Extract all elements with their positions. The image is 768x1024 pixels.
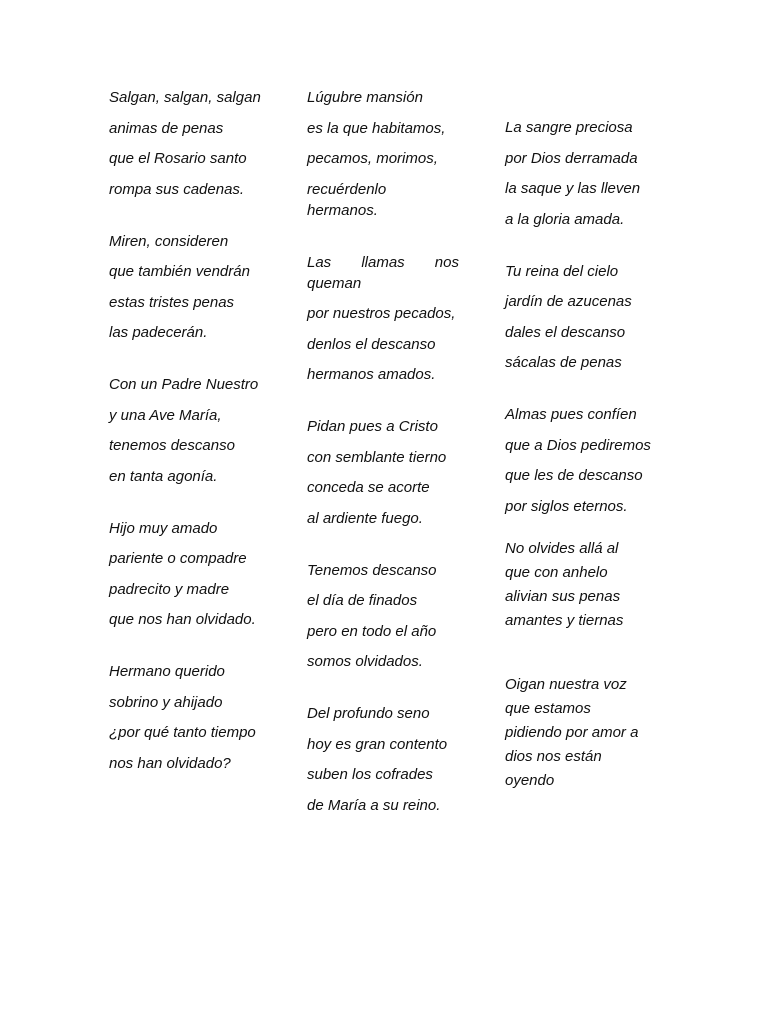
verse-line: que estamos xyxy=(505,699,591,717)
stanza xyxy=(505,117,657,230)
verse-line: animas de penas xyxy=(109,119,224,137)
stanza xyxy=(505,404,657,517)
verse-line: Tu reina del cielo xyxy=(505,262,619,280)
verse-line: nos han olvidado? xyxy=(109,754,231,772)
verse-line: Oigan nuestra voz xyxy=(505,675,627,693)
verse-line: por siglos eternos. xyxy=(505,497,628,515)
verse-line: la saque y las lleven xyxy=(505,180,641,197)
verse-line: Las llamas nos queman xyxy=(307,253,459,292)
verse-line: Tenemos descanso xyxy=(307,561,437,579)
verse-line: en tanta agonía. xyxy=(109,467,218,485)
verse-line: Del profundo seno xyxy=(307,705,430,722)
verse-line: Con un Padre Nuestro xyxy=(109,376,259,393)
verse-line: que el Rosario santo xyxy=(109,150,247,167)
verse-line: La sangre preciosa xyxy=(505,119,633,136)
verse-line: Hijo muy amado xyxy=(109,519,218,537)
verse-line: hoy es gran contento xyxy=(307,735,448,753)
verse-line: ¿por qué tanto tiempo xyxy=(109,724,256,741)
stanza xyxy=(307,252,459,386)
verse-line: oyendo xyxy=(505,771,555,789)
verse-line: dales el descanso xyxy=(505,323,626,341)
verse-line: sobrino y ahijado xyxy=(109,693,223,711)
verse-line: padrecito y madre xyxy=(109,580,230,598)
stanza xyxy=(505,673,657,793)
verse-line: que les de descanso xyxy=(505,467,643,484)
verse-line: con semblante tierno xyxy=(307,448,447,466)
verse-line: por Dios derramada xyxy=(505,149,638,167)
verse-line: pero en todo el año xyxy=(307,622,437,640)
stanza xyxy=(307,560,459,673)
stanza xyxy=(307,703,459,816)
verse-line: es la que habitamos, xyxy=(307,119,446,137)
poem-column-2 xyxy=(307,87,459,825)
stanza xyxy=(109,374,261,487)
verse-line: de María a su reino. xyxy=(307,796,441,814)
stanza xyxy=(307,416,459,529)
verse-line: a la gloria amada. xyxy=(505,210,625,228)
verse-line: que con anhelo xyxy=(505,563,608,581)
verse-line: las padecerán. xyxy=(109,324,208,341)
verse-line: por nuestros pecados, xyxy=(307,305,456,322)
verse-line: que nos han olvidado. xyxy=(109,611,256,628)
verse-line: Hermano querido xyxy=(109,663,225,680)
verse-line: Miren, consideren xyxy=(109,232,229,250)
verse-line: No olvides allá al xyxy=(505,539,619,557)
poem-column-3 xyxy=(505,117,657,793)
verse-line: somos olvidados. xyxy=(307,653,423,670)
verse-line: Lúgubre mansión xyxy=(307,89,423,106)
verse-line: sácalas de penas xyxy=(505,354,622,371)
verse-line: Almas pues confíen xyxy=(505,406,637,423)
verse-line: que a Dios pediremos xyxy=(505,436,651,454)
verse-line: Salgan, salgan, salgan xyxy=(109,89,261,106)
verse-line: denlos el descanso xyxy=(307,335,436,353)
stanza xyxy=(505,261,657,374)
verse-line: que también vendrán xyxy=(109,263,250,280)
verse-line: alivian sus penas xyxy=(505,587,621,605)
stanza xyxy=(109,661,261,774)
verse-line: pidiendo por amor a xyxy=(505,723,639,741)
verse-line: al ardiente fuego. xyxy=(307,509,423,527)
stanza xyxy=(505,537,657,633)
verse-line: dios nos están xyxy=(505,747,602,765)
stanza xyxy=(307,87,459,221)
verse-line: recuérdenlo hermanos. xyxy=(307,180,387,219)
verse-line: estas tristes penas xyxy=(109,293,235,311)
stanza xyxy=(109,518,261,631)
verse-line: suben los cofrades xyxy=(307,766,433,783)
verse-line: hermanos amados. xyxy=(307,366,436,383)
verse-line: jardín de azucenas xyxy=(505,293,632,310)
verse-line: pariente o compadre xyxy=(109,550,247,567)
stanza xyxy=(109,87,261,200)
verse-line: y una Ave María, xyxy=(109,406,222,424)
verse-line: el día de finados xyxy=(307,592,418,609)
verse-line: amantes y tiernas xyxy=(505,611,624,629)
verse-line: rompa sus cadenas. xyxy=(109,180,245,198)
verse-line: pecamos, morimos, xyxy=(307,150,438,167)
poem-column-1 xyxy=(109,87,261,783)
verse-line: conceda se acorte xyxy=(307,479,430,496)
verse-line: Pidan pues a Cristo xyxy=(307,418,438,435)
verse-line: tenemos descanso xyxy=(109,437,235,454)
stanza xyxy=(109,231,261,344)
